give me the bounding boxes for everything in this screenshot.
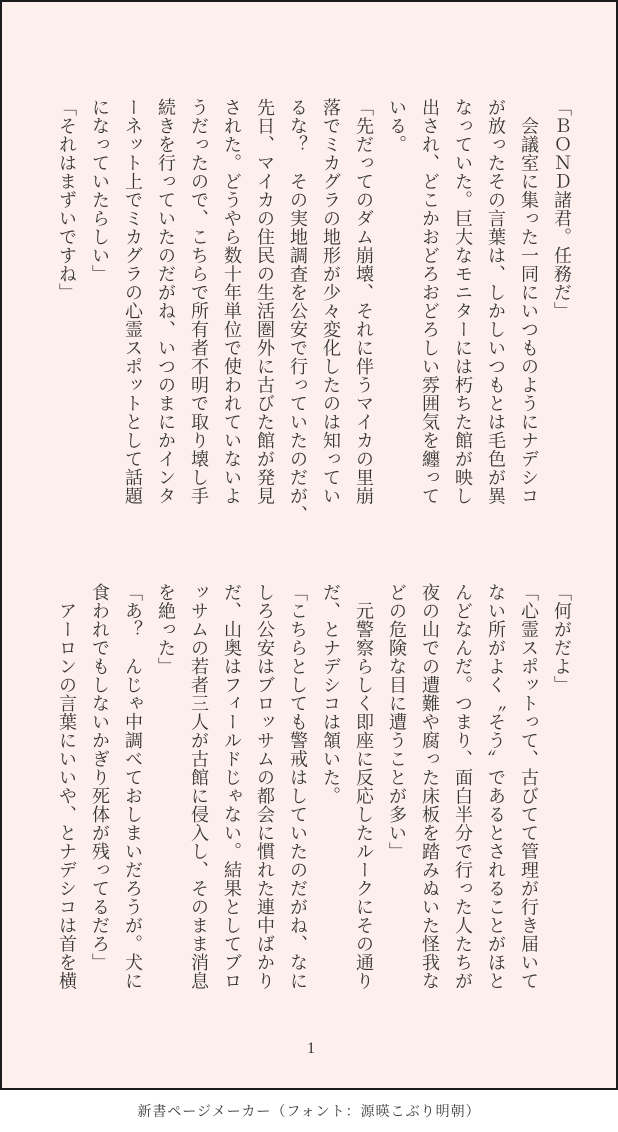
text-column: どの危険な目に遭うことが多い」 xyxy=(387,583,407,861)
text-column: された。どうやら数十年単位で使われていないよ xyxy=(222,98,242,505)
footer-bar xyxy=(0,1090,618,1132)
text-column: になっていたらしい」 xyxy=(90,98,110,283)
text-column: ーネット上でミカグラの心霊スポットとして話題 xyxy=(123,98,143,505)
page-number: 1 xyxy=(307,1040,315,1057)
text-column: が放ったその言葉は、しかしいつもとは毛色が異 xyxy=(486,98,506,505)
text-column: 「こちらとしても警戒はしていたのだがね、なに xyxy=(288,583,308,990)
text-column: だ、とナデシコは頷いた。 xyxy=(321,583,341,805)
text-column: 「心霊スポットって、古びてて管理が行き届いて xyxy=(519,583,539,990)
top-text-block xyxy=(50,98,578,524)
text-column: 「それはまずいですね」 xyxy=(57,98,77,302)
text-column: 続きを行っていたのだがね、いつのまにかインタ xyxy=(156,98,176,505)
text-column: だ、山奥はフィールドじゃない。結果としてブロ xyxy=(222,583,242,990)
text-column: 夜の山での遭難や腐った床板を踏みぬいた怪我な xyxy=(420,583,440,990)
text-column: を絶った」 xyxy=(156,583,176,676)
text-column: アーロンの言葉にいいや、とナデシコは首を横 xyxy=(57,583,77,990)
text-column: 元警察らしく即座に反応したルークにその通り xyxy=(354,583,374,990)
text-column: 「何がだよ」 xyxy=(552,583,572,694)
text-column: うだったので、こちらで所有者不明で取り壊し手 xyxy=(189,98,209,505)
text-column: 「あ？ んじゃ中調べておしまいだろうが。犬に xyxy=(123,583,143,990)
text-column: しろ公安はブロッサムの都会に慣れた連中ばかり xyxy=(255,583,275,990)
text-column: るな？ その実地調査を公安で行っていたのだが、 xyxy=(288,98,308,524)
text-column: ッサムの若者三人が古館に侵入し、そのまま消息 xyxy=(189,583,209,990)
text-column: 先日、マイカの住民の生活圏外に古びた館が発見 xyxy=(255,98,275,505)
text-column: 「先だってのダム崩壊、それに伴うマイカの里崩 xyxy=(354,98,374,505)
text-column: 会議室に集った一同にいつものようにナデシコ xyxy=(519,98,539,505)
text-column: 出され、どこかおどろおどろしい雰囲気を纏って xyxy=(420,98,440,505)
text-column: いる。 xyxy=(387,98,407,154)
text-column: んどなんだ。つまり、面白半分で行った人たちが xyxy=(453,583,473,990)
text-column: ない所がよく〝そう〟であるとされることがほと xyxy=(486,583,506,990)
text-column: 落でミカグラの地形が少々変化したのは知ってい xyxy=(321,98,341,505)
text-column: 「ＢＯＮＤ諸君。任務だ」 xyxy=(552,98,572,320)
bottom-text-block xyxy=(50,583,578,991)
text-column: 食われでもしないかぎり死体が残ってるだろ」 xyxy=(90,583,110,972)
text-column: なっていた。巨大なモニターには朽ちた館が映し xyxy=(453,98,473,505)
footer-caption: 新書ページメーカー（フォント：源暎こぶり明朝） xyxy=(137,1105,481,1120)
